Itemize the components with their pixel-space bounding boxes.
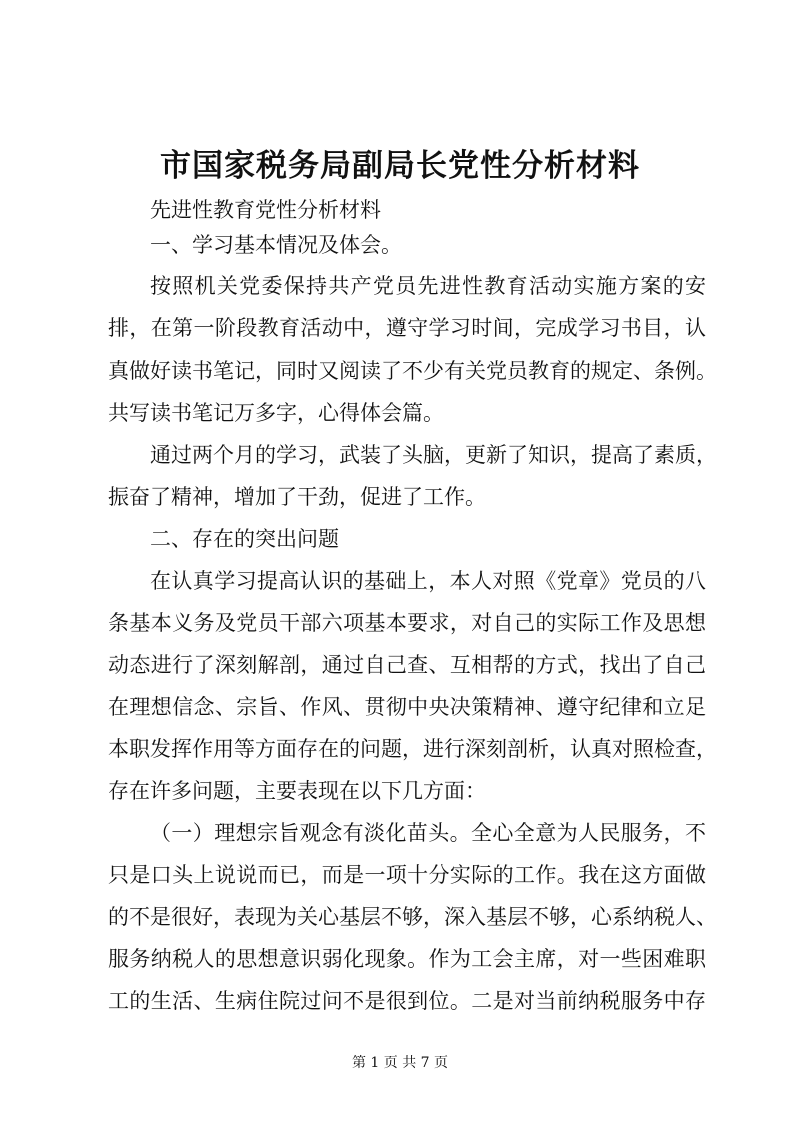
page-number: 第 1 页 共 7 页: [351, 1055, 449, 1071]
section-heading-2: 二、存在的突出问题: [150, 527, 339, 551]
paragraph-line: 排，在第一阶段教育活动中，遵守学习时间，完成学习书目，认: [108, 316, 706, 340]
paragraph-line: 在理想信念、宗旨、作风、贯彻中央决策精神、遵守纪律和立足: [108, 695, 706, 719]
paragraph-line: 服务纳税人的思想意识弱化现象。作为工会主席，对一些困难职: [108, 947, 706, 971]
paragraph-line: 通过两个月的学习，武装了头脑，更新了知识，提高了素质，: [150, 443, 717, 467]
paragraph-line: 只是口头上说说而已，而是一项十分实际的工作。我在这方面做: [108, 863, 706, 887]
section-heading-1: 一、学习基本情况及体会。: [150, 233, 402, 257]
paragraph-line: （一）理想宗旨观念有淡化苗头。全心全意为人民服务，不: [150, 821, 706, 845]
paragraph-line: 条基本义务及党员干部六项基本要求，对自己的实际工作及思想: [108, 611, 706, 635]
paragraph-line: 按照机关党委保持共产党员先进性教育活动实施方案的安: [150, 274, 706, 298]
paragraph-line: 在认真学习提高认识的基础上，本人对照《党章》党员的八: [150, 569, 706, 593]
paragraph-line: 存在许多问题，主要表现在以下几方面：: [108, 779, 486, 803]
paragraph-line: 动态进行了深刻解剖，通过自己查、互相帮的方式，找出了自己: [108, 653, 706, 677]
paragraph-line: 本职发挥作用等方面存在的问题，进行深刻剖析，认真对照检查，: [108, 737, 717, 761]
paragraph-line: 的不是很好，表现为关心基层不够，深入基层不够，心系纳税人、: [108, 905, 717, 929]
document-title: 市国家税务局副局长党性分析材料: [160, 148, 640, 184]
paragraph-line: 振奋了精神，增加了干劲，促进了工作。: [108, 485, 486, 509]
paragraph-line: 共写读书笔记万多字，心得体会篇。: [108, 401, 444, 425]
subtitle-line: 先进性教育党性分析材料: [150, 198, 381, 222]
paragraph-line: 真做好读书笔记，同时又阅读了不少有关党员教育的规定、条例。: [108, 359, 717, 383]
paragraph-line: 工的生活、生病住院过问不是很到位。二是对当前纳税服务中存: [108, 989, 706, 1013]
